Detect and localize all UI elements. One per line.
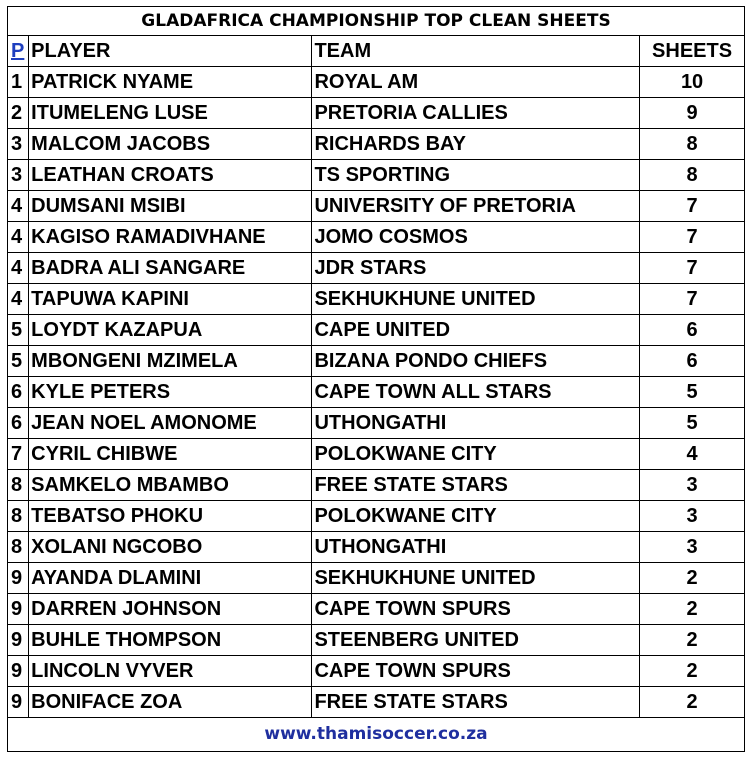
player-cell: DARREN JOHNSON	[29, 594, 312, 625]
sheets-cell: 7	[640, 284, 745, 315]
table-row	[8, 346, 745, 377]
table-row	[8, 315, 745, 346]
table-title: GLADAFRICA CHAMPIONSHIP TOP CLEAN SHEETS	[8, 7, 745, 36]
sheets-cell: 3	[640, 470, 745, 501]
team-cell: STEENBERG UNITED	[312, 625, 640, 656]
table-row	[8, 129, 745, 160]
table-row	[8, 67, 745, 98]
position-cell: 4	[8, 253, 29, 284]
table-row	[8, 687, 745, 718]
team-cell: CAPE UNITED	[312, 315, 640, 346]
position-cell: 3	[8, 129, 29, 160]
player-cell: KAGISO RAMADIVHANE	[29, 222, 312, 253]
table-row	[8, 501, 745, 532]
team-cell: FREE STATE STARS	[312, 687, 640, 718]
player-cell: BUHLE THOMPSON	[29, 625, 312, 656]
team-cell: UTHONGATHI	[312, 408, 640, 439]
team-cell: POLOKWANE CITY	[312, 439, 640, 470]
team-cell: CAPE TOWN SPURS	[312, 656, 640, 687]
sheets-cell: 8	[640, 160, 745, 191]
table-row	[8, 253, 745, 284]
sheets-cell: 3	[640, 532, 745, 563]
player-cell: KYLE PETERS	[29, 377, 312, 408]
player-cell: TEBATSO PHOKU	[29, 501, 312, 532]
team-cell: JOMO COSMOS	[312, 222, 640, 253]
sheets-cell: 2	[640, 656, 745, 687]
sheets-cell: 9	[640, 98, 745, 129]
team-cell: RICHARDS BAY	[312, 129, 640, 160]
sheets-cell: 3	[640, 501, 745, 532]
sheets-cell: 2	[640, 594, 745, 625]
table-row	[8, 160, 745, 191]
table-row	[8, 594, 745, 625]
table-row	[8, 625, 745, 656]
player-cell: CYRIL CHIBWE	[29, 439, 312, 470]
header-player: PLAYER	[29, 36, 312, 67]
table-row	[8, 408, 745, 439]
position-cell: 8	[8, 501, 29, 532]
player-cell: LINCOLN VYVER	[29, 656, 312, 687]
position-cell: 9	[8, 625, 29, 656]
team-cell: PRETORIA CALLIES	[312, 98, 640, 129]
team-cell: FREE STATE STARS	[312, 470, 640, 501]
clean-sheets-table	[7, 6, 745, 752]
position-cell: 4	[8, 222, 29, 253]
position-cell: 8	[8, 470, 29, 501]
position-cell: 4	[8, 191, 29, 222]
team-cell: TS SPORTING	[312, 160, 640, 191]
position-cell: 6	[8, 377, 29, 408]
table-row	[8, 563, 745, 594]
team-cell: CAPE TOWN ALL STARS	[312, 377, 640, 408]
position-cell: 2	[8, 98, 29, 129]
player-cell: MALCOM JACOBS	[29, 129, 312, 160]
sheets-cell: 5	[640, 408, 745, 439]
table-row	[8, 439, 745, 470]
player-cell: XOLANI NGCOBO	[29, 532, 312, 563]
table-row	[8, 532, 745, 563]
position-cell: 9	[8, 563, 29, 594]
table-row	[8, 656, 745, 687]
sheets-cell: 4	[640, 439, 745, 470]
position-cell: 1	[8, 67, 29, 98]
header-row	[8, 36, 745, 67]
header-team: TEAM	[312, 36, 640, 67]
player-cell: AYANDA DLAMINI	[29, 563, 312, 594]
team-cell: BIZANA PONDO CHIEFS	[312, 346, 640, 377]
team-cell: POLOKWANE CITY	[312, 501, 640, 532]
player-cell: PATRICK NYAME	[29, 67, 312, 98]
team-cell: ROYAL AM	[312, 67, 640, 98]
table-row	[8, 377, 745, 408]
website-footer: www.thamisoccer.co.za	[8, 718, 745, 752]
position-cell: 5	[8, 315, 29, 346]
player-cell: JEAN NOEL AMONOME	[29, 408, 312, 439]
table-row	[8, 470, 745, 501]
sheets-cell: 7	[640, 253, 745, 284]
player-cell: DUMSANI MSIBI	[29, 191, 312, 222]
team-cell: UNIVERSITY OF PRETORIA	[312, 191, 640, 222]
position-cell: 8	[8, 532, 29, 563]
player-cell: BADRA ALI SANGARE	[29, 253, 312, 284]
position-cell: 7	[8, 439, 29, 470]
player-cell: BONIFACE ZOA	[29, 687, 312, 718]
position-cell: 9	[8, 687, 29, 718]
position-cell: 4	[8, 284, 29, 315]
player-cell: SAMKELO MBAMBO	[29, 470, 312, 501]
sheets-cell: 2	[640, 563, 745, 594]
sheets-cell: 10	[640, 67, 745, 98]
table-row	[8, 284, 745, 315]
sheets-cell: 5	[640, 377, 745, 408]
player-cell: LOYDT KAZAPUA	[29, 315, 312, 346]
sheets-cell: 6	[640, 346, 745, 377]
position-cell: 3	[8, 160, 29, 191]
table-row	[8, 191, 745, 222]
position-cell: 6	[8, 408, 29, 439]
position-cell: 5	[8, 346, 29, 377]
position-sort-link[interactable]: P	[11, 40, 25, 62]
team-cell: UTHONGATHI	[312, 532, 640, 563]
player-cell: MBONGENI MZIMELA	[29, 346, 312, 377]
position-cell: 9	[8, 594, 29, 625]
team-cell: SEKHUKHUNE UNITED	[312, 284, 640, 315]
player-cell: ITUMELENG LUSE	[29, 98, 312, 129]
sheets-cell: 2	[640, 687, 745, 718]
sheets-cell: 2	[640, 625, 745, 656]
sheets-cell: 8	[640, 129, 745, 160]
team-cell: CAPE TOWN SPURS	[312, 594, 640, 625]
sheets-cell: 6	[640, 315, 745, 346]
header-sheets: SHEETS	[640, 36, 745, 67]
table-body	[8, 67, 745, 718]
team-cell: JDR STARS	[312, 253, 640, 284]
header-position[interactable]	[8, 36, 29, 67]
team-cell: SEKHUKHUNE UNITED	[312, 563, 640, 594]
sheets-cell: 7	[640, 191, 745, 222]
table-row	[8, 98, 745, 129]
table-row	[8, 222, 745, 253]
player-cell: TAPUWA KAPINI	[29, 284, 312, 315]
sheets-cell: 7	[640, 222, 745, 253]
position-cell: 9	[8, 656, 29, 687]
player-cell: LEATHAN CROATS	[29, 160, 312, 191]
